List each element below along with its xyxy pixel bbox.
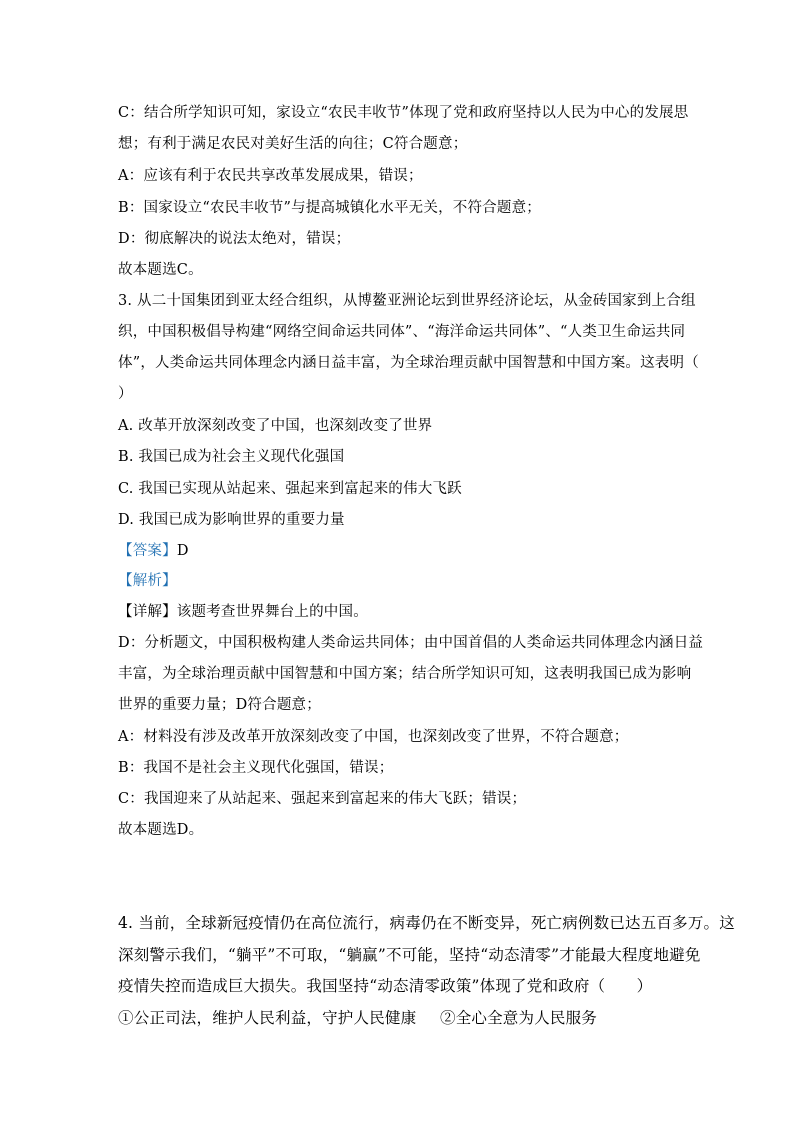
question-4-option-1: ①公正司法，维护人民利益，守护人民健康 — [118, 1009, 417, 1027]
option-a: A. 改革开放深刻改变了中国，也深刻改变了世界 — [118, 418, 433, 434]
detail-line: 【详解】该题考查世界舞台上的中国。 — [118, 604, 368, 620]
question-4-text: 深刻警示我们，“躺平”不可取，“躺赢”不可能，坚持“动态清零”才能最大程度地避免 — [118, 946, 701, 964]
answer-value: D — [176, 543, 189, 559]
detail-line: A：材料没有涉及改革开放深刻改变了中国，也深刻改变了世界，不符合题意； — [118, 729, 629, 745]
detail-line: 故本题选D。 — [118, 822, 204, 838]
text-line: 想；有利于满足农民对美好生活的向往；C符合题意； — [118, 136, 468, 152]
detail-line: 丰富，为全球治理贡献中国智慧和中国方案；结合所学知识可知，这表明我国已成为影响 — [118, 666, 692, 682]
text-line: C：结合所学知识可知，家设立“农民丰收节”体现了党和政府坚持以人民为中心的发展思 — [118, 105, 689, 121]
question-3-text: ） — [118, 386, 133, 402]
question-3-text: 3. 从二十国集团到亚太经合组织，从博鳌亚洲论坛到世界经济论坛，从金砖国家到上合组 — [118, 293, 696, 309]
question-4-option-2: ②全心全意为人民服务 — [440, 1009, 598, 1027]
detail-line: 世界的重要力量；D符合题意； — [118, 697, 321, 713]
answer-tag: 【答案】 — [118, 543, 177, 559]
question-3-text: 织，中国积极倡导构建“网络空间命运共同体”、“海洋命运共同体”、“人类卫生命运共同 — [118, 324, 686, 340]
analysis-line — [118, 571, 177, 591]
text-line: A：应该有利于农民共享改革发展成果，错误； — [118, 168, 423, 184]
question-4-text: 4. 当前，全球新冠疫情仍在高位流行，病毒仍在不断变异，死亡病例数已达五百多万。这 — [118, 914, 735, 932]
text-line: 故本题选C。 — [118, 262, 203, 278]
detail-line: C：我国迎来了从站起来、强起来到富起来的伟大飞跃；错误； — [118, 791, 527, 807]
question-4-text: 疫情失控而造成巨大损失。我国坚持“动态清零政策”体现了党和政府（ ） — [118, 977, 653, 995]
text-line: B：国家设立“农民丰收节”与提高城镇化水平无关，不符合题意； — [118, 200, 541, 216]
detail-line: D：分析题文，中国积极构建人类命运共同体；由中国首倡的人类命运共同体理念内涵日益 — [118, 635, 704, 651]
detail-line: B：我国不是社会主义现代化强国，错误； — [118, 760, 394, 776]
text-line: D：彻底解决的说法太绝对，错误； — [118, 231, 351, 247]
analysis-tag: 【解析】 — [118, 573, 177, 589]
option-b: B. 我国已成为社会主义现代化强国 — [118, 449, 345, 465]
answer-line — [118, 541, 189, 561]
question-3-text: 体”，人类命运共同体理念内涵日益丰富，为全球治理贡献中国智慧和中国方案。这表明（ — [118, 355, 699, 371]
option-c: C. 我国已实现从站起来、强起来到富起来的伟大飞跃 — [118, 481, 462, 497]
option-d: D. 我国已成为影响世界的重要力量 — [118, 512, 345, 528]
